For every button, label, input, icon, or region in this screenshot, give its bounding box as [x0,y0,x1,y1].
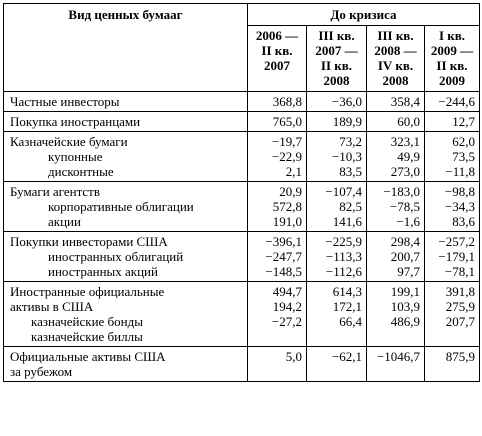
header-before-crisis: До кризиса [248,4,480,26]
cell-value: 199,1 103,9 486,9 [367,282,425,347]
cell-value: −257,2 −179,1 −78,1 [425,232,480,282]
row-label: Покупки инвесторами США иностранных облигаций иностранных акций [4,232,248,282]
table-row-treasury-securities [4,132,480,182]
cell-value: 298,4 200,7 97,7 [367,232,425,282]
cell-value: 189,9 [307,112,367,132]
table-row-us-investor-purchases [4,232,480,282]
cell-value: 5,0 [248,347,307,382]
cell-value: 73,2 −10,3 83,5 [307,132,367,182]
cell-value: −225,9 −113,3 −112,6 [307,232,367,282]
cell-value: −396,1 −247,7 −148,5 [248,232,307,282]
row-label: Иностранные официальные активы в США казначейские бонды казначейские биллы [4,282,248,347]
header-period-1: 2006 — II кв. 2007 [248,26,307,92]
cell-value: −36,0 [307,92,367,112]
cell-value: 614,3 172,1 66,4 [307,282,367,347]
cell-value: −183,0 −78,5 −1,6 [367,182,425,232]
header-period-4: I кв. 2009 — II кв. 2009 [425,26,480,92]
header-period-3: III кв. 2008 — IV кв. 2008 [367,26,425,92]
cell-value: 20,9 572,8 191,0 [248,182,307,232]
cell-value: −19,7 −22,9 2,1 [248,132,307,182]
row-label: Частные инвесторы [4,92,248,112]
cell-value: 60,0 [367,112,425,132]
securities-flows-table [3,3,480,382]
cell-value: 12,7 [425,112,480,132]
cell-value: −244,6 [425,92,480,112]
cell-value: −107,4 82,5 141,6 [307,182,367,232]
cell-value: 391,8 275,9 207,7 [425,282,480,347]
cell-value: 62,0 73,5 −11,8 [425,132,480,182]
row-label: Официальные активы США за рубежом [4,347,248,382]
row-label: Покупка иностранцами [4,112,248,132]
cell-value: 323,1 49,9 273,0 [367,132,425,182]
table-row-private-investors [4,92,480,112]
header-security-type: Вид ценных бумааг [4,4,248,92]
cell-value: −62,1 [307,347,367,382]
table-row-agency-securities [4,182,480,232]
cell-value: 358,4 [367,92,425,112]
header-period-2: III кв. 2007 — II кв. 2008 [307,26,367,92]
row-label: Бумаги агентств корпоративные облигации акции [4,182,248,232]
table-row-foreign-purchases [4,112,480,132]
table-row-foreign-official-assets [4,282,480,347]
cell-value: 875,9 [425,347,480,382]
cell-value: 368,8 [248,92,307,112]
cell-value: −98,8 −34,3 83,6 [425,182,480,232]
cell-value: −1046,7 [367,347,425,382]
cell-value: 765,0 [248,112,307,132]
table-row-us-official-assets-abroad [4,347,480,382]
row-label: Казначейские бумаги купонные дисконтные [4,132,248,182]
cell-value: 494,7 194,2 −27,2 [248,282,307,347]
